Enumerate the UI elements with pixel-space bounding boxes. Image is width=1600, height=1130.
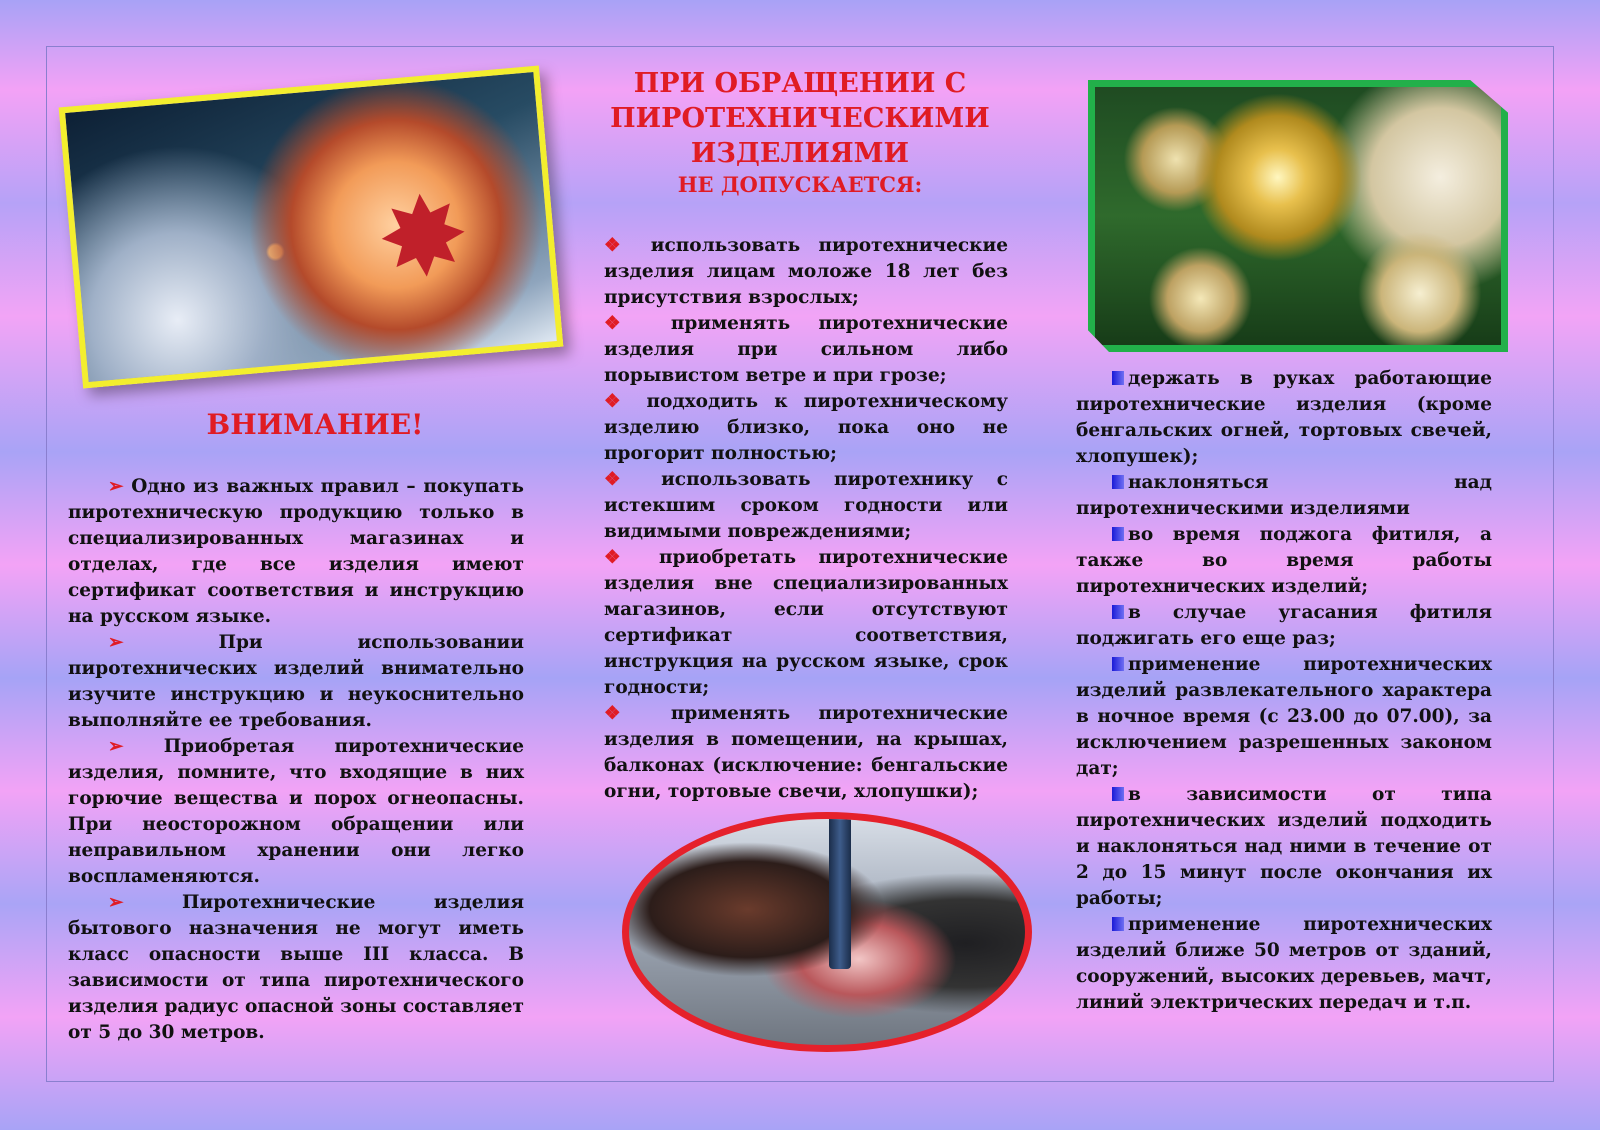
- left-rules-text: [68, 474, 524, 1046]
- right-item: во время поджога фитиля, а также во время работы пиротехнических изделий;: [1076, 524, 1492, 597]
- left-paragraph-2: ➢ При использовании пиротехнических изделий внимательно изучите инструкцию и неукоснительно выполняйте ее требования.: [68, 632, 524, 731]
- prohibited-item: ❖ применять пиротехнические изделия при сильном либо порывистом ветре и при грозе;: [604, 313, 1008, 386]
- diamond-bullet-icon: ❖: [604, 313, 643, 334]
- left-paragraph-1: ➢ Одно из важных правил – покупать пиротехническую продукцию только в специализированных магазинах и отделах, где все изделия имеют сертификат соответствия и инструкцию на русском языке.: [68, 476, 524, 627]
- right-item: наклоняться над пиротехническими изделиями: [1076, 472, 1492, 519]
- arrow-bullet-icon: ➢: [108, 892, 124, 913]
- diamond-bullet-icon: ❖: [604, 703, 643, 724]
- right-item: в зависимости от типа пиротехнических изделий подходить и наклоняться над ними в течение от 2 до 15 минут после окончания их работы;: [1076, 784, 1492, 909]
- diamond-bullet-icon: ❖: [604, 547, 637, 568]
- right-item: применение пиротехнических изделий ближе 50 метров от зданий, сооружений, высоких деревьев, мачт, линий электрических передач и т.п.: [1076, 914, 1492, 1013]
- firework-rocket-shape: [829, 812, 851, 969]
- right-rules-list: [1076, 366, 1492, 1016]
- arrow-bullet-icon: ➢: [108, 736, 124, 757]
- attention-heading: ВНИМАНИЕ!: [206, 408, 424, 441]
- square-bullet-icon: [1112, 527, 1124, 541]
- prohibited-item: ❖ подходить к пиротехническому изделию близко, пока оно не прогорит полностью;: [604, 391, 1008, 464]
- square-bullet-icon: [1112, 605, 1124, 619]
- prohibited-item: ❖ использовать пиротехнические изделия лицам моложе 18 лет без присутствия взрослых;: [604, 235, 1008, 308]
- square-bullet-icon: [1112, 371, 1124, 385]
- square-bullet-icon: [1112, 657, 1124, 671]
- left-paragraph-4: ➢ Пиротехнические изделия бытового назначения не могут иметь класс опасности выше III класса. В зависимости от типа пиротехнического изделия радиус опасной зоны составляет от 5 до 30 метров.: [68, 892, 524, 1043]
- middle-subtitle: НЕ ДОПУСКАЕТСЯ:: [677, 172, 923, 197]
- square-bullet-icon: [1112, 787, 1124, 801]
- square-bullet-icon: [1112, 917, 1124, 931]
- arrow-bullet-icon: ➢: [108, 632, 124, 653]
- right-item: в случае угасания фитиля поджигать его еще раз;: [1076, 602, 1492, 649]
- left-paragraph-3: ➢ Приобретая пиротехнические изделия, помните, что входящие в них горючие вещества и порох огнеопасны. При неосторожном обращении или неправильном хранении они легко воспламеняются.: [68, 736, 524, 887]
- candle-wreath-photo: [1088, 80, 1508, 352]
- diamond-bullet-icon: ❖: [604, 391, 631, 412]
- right-item: держать в руках работающие пиротехнические изделия (кроме бенгальских огней, тортовых свечей, хлопушек);: [1076, 368, 1492, 467]
- square-bullet-icon: [1112, 475, 1124, 489]
- christmas-ornament-photo: [59, 66, 564, 389]
- prohibited-list: [604, 233, 1008, 805]
- prohibited-item: ❖ применять пиротехнические изделия в помещении, на крышах, балконах (исключение: бенгальские огни, тортовые свечи, хлопушки);: [604, 703, 1008, 802]
- diamond-bullet-icon: ❖: [604, 469, 638, 490]
- middle-title: ПРИ ОБРАЩЕНИИ С ПИРОТЕХНИЧЕСКИМИ ИЗДЕЛИЯМИ: [610, 68, 990, 169]
- arrow-bullet-icon: ➢: [108, 476, 124, 497]
- right-item: применение пиротехнических изделий развлекательного характера в ночное время (с 23.00 до 07.00), за исключением разрешенных законом дат;: [1076, 654, 1492, 779]
- diamond-bullet-icon: ❖: [604, 235, 633, 256]
- people-with-firework-photo: [622, 812, 1032, 1052]
- prohibited-item: ❖ приобретать пиротехнические изделия вне специализированных магазинов, если отсутствуют сертификат соответствия, инструкция на русском языке, срок годности;: [604, 547, 1008, 698]
- prohibited-item: ❖ использовать пиротехнику с истекшим сроком годности или видимыми повреждениями;: [604, 469, 1008, 542]
- ornament-star-icon: ✸: [371, 169, 475, 306]
